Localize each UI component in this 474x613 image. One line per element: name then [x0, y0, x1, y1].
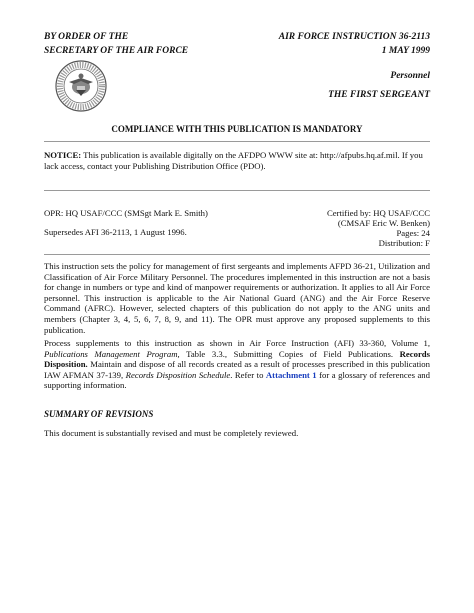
order-authority: [44, 30, 188, 58]
publication-date: 1 MAY 1999: [381, 46, 430, 56]
instruction-number: AIR FORCE INSTRUCTION 36-2113: [278, 32, 430, 42]
notice: [44, 150, 430, 171]
process-text: Maintain and dispose of all records created as a result of processes prescribed in this publication IAW AFMAN 37-139,: [44, 359, 430, 380]
page-count: Pages: 24: [396, 228, 430, 238]
order-line-2: SECRETARY OF THE AIR FORCE: [44, 46, 189, 56]
certified-by: Certified by: HQ USAF/CCC: [326, 208, 430, 218]
notice-label: NOTICE:: [44, 150, 82, 160]
process-text: for a glossary of references and supporting information.: [44, 369, 430, 391]
category: Personnel: [390, 71, 430, 81]
summary-heading: SUMMARY OF REVISIONS: [44, 409, 154, 419]
document-title: THE FIRST SERGEANT: [328, 90, 430, 100]
summary-text: This document is substantially revised and must be completely reviewed.: [44, 428, 299, 438]
compliance-statement: COMPLIANCE WITH THIS PUBLICATION IS MANDATORY: [111, 124, 363, 134]
process-text: Table 3.3., Submitting Copies of Field Publications.: [179, 348, 400, 359]
intro-paragraph: This instruction sets the policy for management of first sergeants and implements AFPD 36-21, Utilization and Classification of Air Force Military Personnel. The procedures implemented in this instruction are not a basis for change in numbers or type and kind of manpower requirements or authorization. It applies to all Air Force personnel. This instruction is applicable to the Air National Guard (ANG) and the Air Force Reserve Command (AFRC). However, selected chapters of this publication do not apply to the ANG units and members (Chapter 3, 4, 5, 6, 7, 8, 9, and 11). The OPR must approve any proposed supplements to this publication.: [44, 261, 430, 335]
department-seal-icon: [55, 60, 107, 112]
notice-text: This publication is available digitally on the AFDPO WWW site at: http://afpubs.hq.af.mil. If you lack access, contact your Publishing Distribution Office (PDO).: [44, 150, 423, 171]
process-paragraph: [44, 338, 430, 391]
attachment-link[interactable]: Attachment 1: [265, 369, 317, 380]
process-text: . Refer to: [230, 369, 266, 380]
certifier-name: (CMSAF Eric W. Benken): [337, 218, 430, 228]
publication-name: Publications Management Program,: [44, 348, 180, 359]
distribution: Distribution: F: [378, 238, 430, 248]
records-disposition-label: Records Disposition.: [44, 348, 431, 370]
divider: [44, 254, 430, 255]
opr: OPR: HQ USAF/CCC (SMSgt Mark E. Smith): [44, 208, 208, 218]
process-text: Process supplements to this instruction as shown in Air Force Instruction (AFI) 33-360, Volume 1,: [44, 338, 430, 348]
schedule-name: Records Disposition Schedule: [125, 369, 231, 380]
supersedes: Supersedes AFI 36-2113, 1 August 1996.: [44, 227, 187, 237]
divider: [44, 190, 430, 191]
divider: [44, 141, 430, 142]
order-line-1: BY ORDER OF THE: [44, 32, 129, 42]
